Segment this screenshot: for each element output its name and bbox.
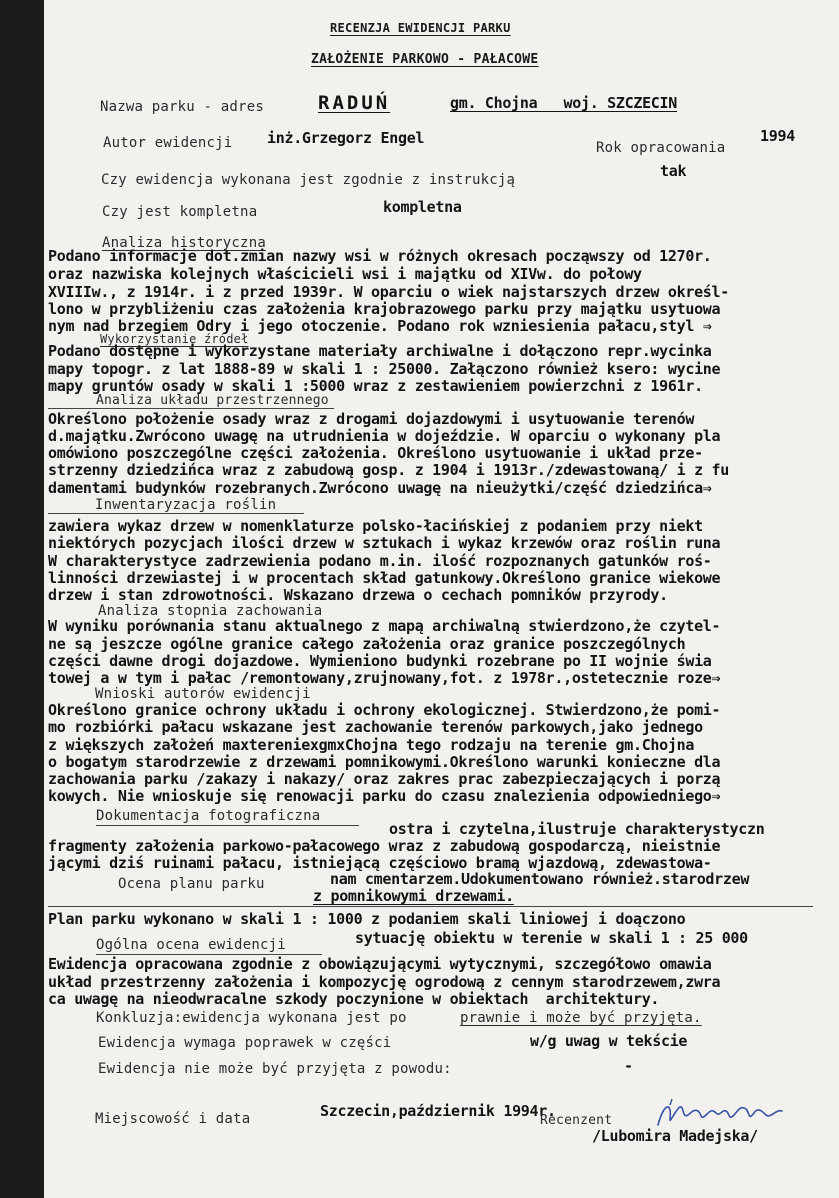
inventory-heading-rule [48,513,304,514]
park-name: RADUŃ [318,92,391,114]
layout-line: strzenny dziedzińca wraz z zabudową gosp. z 1904 i 1913r./zdewastowaną/ i z fu [48,461,730,479]
inventory-line: linności drzewiastej i w procentach skład gatunkowy.Określono granice wiekowe [48,569,721,587]
historical-line: lono w przybliżeniu czas założenia krajobrazowego parku przy majątku usytuowa [48,300,721,318]
preservation-line: towej a w tym i pałac /remontowany,zrujnowany,fot. z 1978r.,ostetecznie roze⇒ [48,669,721,687]
compliance-label: Czy ewidencja wykonana jest zgodnie z instrukcją [101,172,516,188]
overall-heading: Ogólna ocena ewidencji [96,937,286,953]
plan-line: Plan parku wykonano w skali 1 : 1000 z podaniem skali liniowej i doączono [48,910,686,928]
conclusions-line: mo rozbiórki pałacu wskazane jest zachowanie terenów parkowych,jako jednego [48,718,703,736]
complete-value: kompletna [383,198,462,216]
sources-line: mapy topogr. z lat 1888-89 w skali 1 : 25000. Załączono również ksero: wycine [48,360,721,378]
inventory-heading: Inwentaryzacja roślin [95,497,277,513]
conclusions-heading: Wnioski autorów ewidencji [95,686,311,702]
photo-first-line: ostra i czytelna,ilustruje charakterystyczn [389,820,765,838]
layout-line: d.majątku.Zwrócono uwagę na utrudnienia w dojeździe. W oparciu o wykonany pla [48,427,721,445]
corrections-value: w/g uwag w tekście [530,1032,688,1050]
photo-line: z pomnikowymi drzewami. [313,887,514,905]
overall-line: Ewidencja opracowana zgodnie z obowiązującymi wytycznymi, szczegółowo omawia [48,955,712,973]
year-label: Rok opracowania [596,140,726,156]
plan-line: sytuację obiektu w terenie w skali 1 : 25 000 [355,929,748,947]
overall-line: ca uwagę na nieodwracalne szkody poczynione w obiektach architektury. [48,990,660,1008]
layout-line: omówiono poszczególne części założenia. Określono usytuowanie i układ prze- [48,444,703,462]
layout-line: damentami budynków rozebranych.Zwrócono uwagę na nieużytki/część dziedzińca⇒ [48,479,712,497]
conclusions-line: z większych założeń maxtereniexgmxChojna tego rodzaju na terenie gm.Chojna [48,736,695,754]
preservation-heading: Analiza stopnia zachowania [98,603,323,619]
inventory-line: W charakterystyce zadrzewienia podano m.in. ilość rozpoznanych gatunków roś- [48,552,712,570]
signature [650,1095,800,1135]
inventory-line: niektórych pozycjach ilości drzew w sztukach i wykaz krzewów oraz roślin runa [48,534,721,552]
reviewer-name: /Lubomira Madejska/ [592,1127,758,1145]
layout-heading: Analiza układu przestrzennego [96,393,329,408]
layout-line: Określono położenie osady wraz z drogami dojazdowymi i usytuowanie terenów [48,410,695,428]
photo-line: jącymi dziś ruinami pałacu, istniejącą częściowo bramą wjazdową, zdewastowa- [48,854,712,872]
conclusions-line: Określono granice ochrony układu i ochrony ekologicznej. Stwierdzono,że pomi- [48,701,721,719]
author-label: Autor ewidencji [103,135,233,151]
conclusion-label: Konkluzja:ewidencja wykonana jest po [96,1010,407,1026]
compliance-value: tak [660,162,687,180]
layout-heading-rule [48,408,334,409]
park-location: gm. Chojna woj. SZCZECIN [450,94,678,112]
sources-heading: Wykorzystanie źródeł [100,332,249,346]
overall-line: układ przestrzenny założenia i kompozycję ogrodową z cennym starodrzewem,zwra [48,973,721,991]
year-value: 1994 [760,127,795,145]
preservation-line: W wyniku porównania stanu aktualnego z mapą archiwalną stwierdzono,że czytel- [48,617,721,635]
plan-heading: Ocena planu parku [118,876,265,892]
conclusions-line: o bogatym starodrzewie z drzewami pomnikowymi.Określono warunki konieczne dla [48,753,721,771]
photo-heading: Dokumentacja fotograficzna [96,808,321,824]
historical-line: oraz nazwiska kolejnych właścicieli wsi i majątku od XIVw. do połowy [48,265,642,283]
conclusion-value: prawnie i może być przyjęta. [460,1010,702,1026]
rejected-value: - [624,1057,633,1075]
photo-line: nam cmentarzem.Udokumentowano również.starodrzew [330,870,750,888]
place-value: Szczecin,październik 1994r. [320,1102,556,1120]
plan-rule [48,906,813,907]
historical-line: XVIIIw., z 1914r. i z przed 1939r. W oparciu o wiek najstarszych drzew określ- [48,283,730,301]
historical-line: nym nad brzegiem Odry i jego otoczenie. Podano rok wzniesienia pałacu,styl ⇒ [48,317,712,335]
inventory-line: zawiera wykaz drzew w nomenklaturze polsko-łacińskiej z podaniem przy niekt [48,517,703,535]
reviewer-label: Recenzent [540,1113,613,1128]
place-label: Miejscowość i data [95,1111,251,1127]
document-title: RECENZJA EWIDENCJI PARKU [330,21,511,35]
preservation-line: części dawne drogi dojazdowe. Wymieniono budynki rozebrane po II wojnie świa [48,652,712,670]
sources-line: mapy gruntów osady w skali 1 :5000 wraz z zestawieniem powierzchni z 1961r. [48,377,703,395]
photo-line: fragmenty założenia parkowo-pałacowego wraz z zabudową gospodarczą, nieistnie [48,837,721,855]
corrections-label: Ewidencja wymaga poprawek w części [98,1035,392,1051]
document-subtitle: ZAŁOŻENIE PARKOWO - PAŁACOWE [311,52,539,67]
conclusions-line: zachowania parku /zakazy i nakazy/ oraz zakres prac zabezpieczających i porzą [48,770,721,788]
complete-label: Czy jest kompletna [102,204,258,220]
sources-line: Podano dostępne i wykorzystane materiały archiwalne i dołączono repr.wycinka [48,342,712,360]
conclusions-line: kowych. Nie wnioskuje się renowacji parku do czasu znalezienia odpowiedniego⇒ [48,787,721,805]
photo-heading-rule [96,825,359,826]
preservation-line: ne są jeszcze ogólne granice całego założenia oraz granice poszczególnych [48,635,686,653]
rejected-label: Ewidencja nie może być przyjęta z powodu: [98,1061,452,1077]
historical-line: Podano informacje dot.zmian nazwy wsi w różnych okresach począwszy od 1270r. [48,247,712,265]
inventory-line: drzew i stan zdrowotności. Wskazano drzewa o cechach pomników przyrody. [48,586,668,604]
author-value: inż.Grzegorz Engel [267,129,425,147]
historical-heading: Analiza historyczna [102,235,266,251]
park-label: Nazwa parku - adres [100,99,264,115]
